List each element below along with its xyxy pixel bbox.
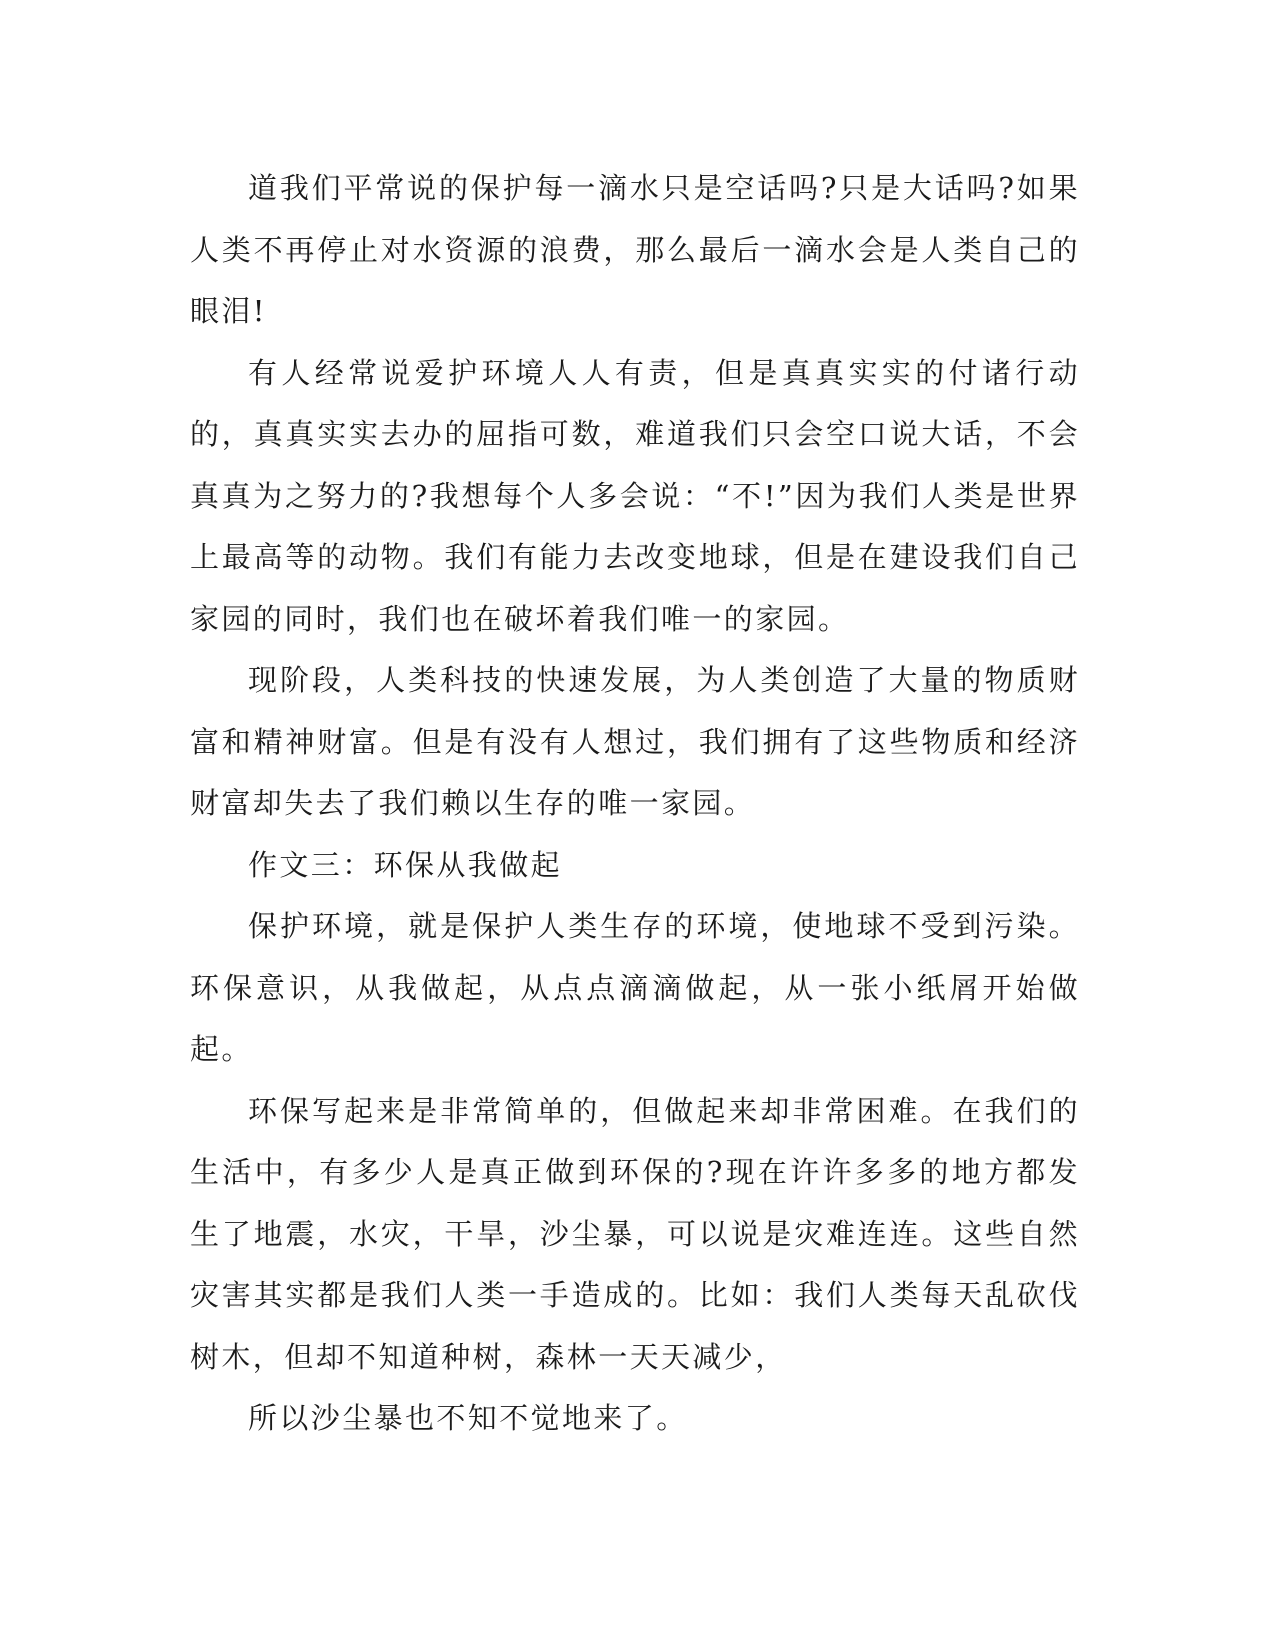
paragraph-water: 道我们平常说的保护每一滴水只是空话吗?只是大话吗?如果人类不再停止对水资源的浪费，那么最后一滴水会是人类自己的眼泪! [190, 171, 1080, 328]
document-body [190, 158, 1080, 1450]
paragraph-technology: 现阶段，人类科技的快速发展，为人类创造了大量的物质财富和精神财富。但是有没有人想过，我们拥有了这些物质和经济财富却失去了我们赖以生存的唯一家园。 [190, 663, 1080, 820]
paragraph-responsibility: 有人经常说爱护环境人人有责，但是真真实实的付诸行动的，真真实实去办的屈指可数，难道我们只会空口说大话，不会真真为之努力的?我想每个人多会说：“不!”因为我们人类是世界上最高等的动物。我们有能力去改变地球，但是在建设我们自己家园的同时，我们也在破坏着我们唯一的家园。 [190, 355, 1080, 636]
paragraph-protect-environment: 保护环境，就是保护人类生存的环境，使地球不受到污染。环保意识，从我做起，从点点滴滴做起，从一张小纸屑开始做起。 [190, 909, 1080, 1066]
paragraph-sandstorm: 所以沙尘暴也不知不觉地来了。 [248, 1401, 688, 1435]
paragraph-difficulty: 环保写起来是非常简单的，但做起来却非常困难。在我们的生活中，有多少人是真正做到环保的?现在许许多多的地方都发生了地震，水灾，干旱，沙尘暴，可以说是灾难连连。这些自然灾害其实都是我们人类一手造成的。比如：我们人类每天乱砍伐树木，但却不知道种树，森林一天天减少， [190, 1093, 1080, 1374]
essay-heading: 作文三：环保从我做起 [248, 847, 563, 882]
